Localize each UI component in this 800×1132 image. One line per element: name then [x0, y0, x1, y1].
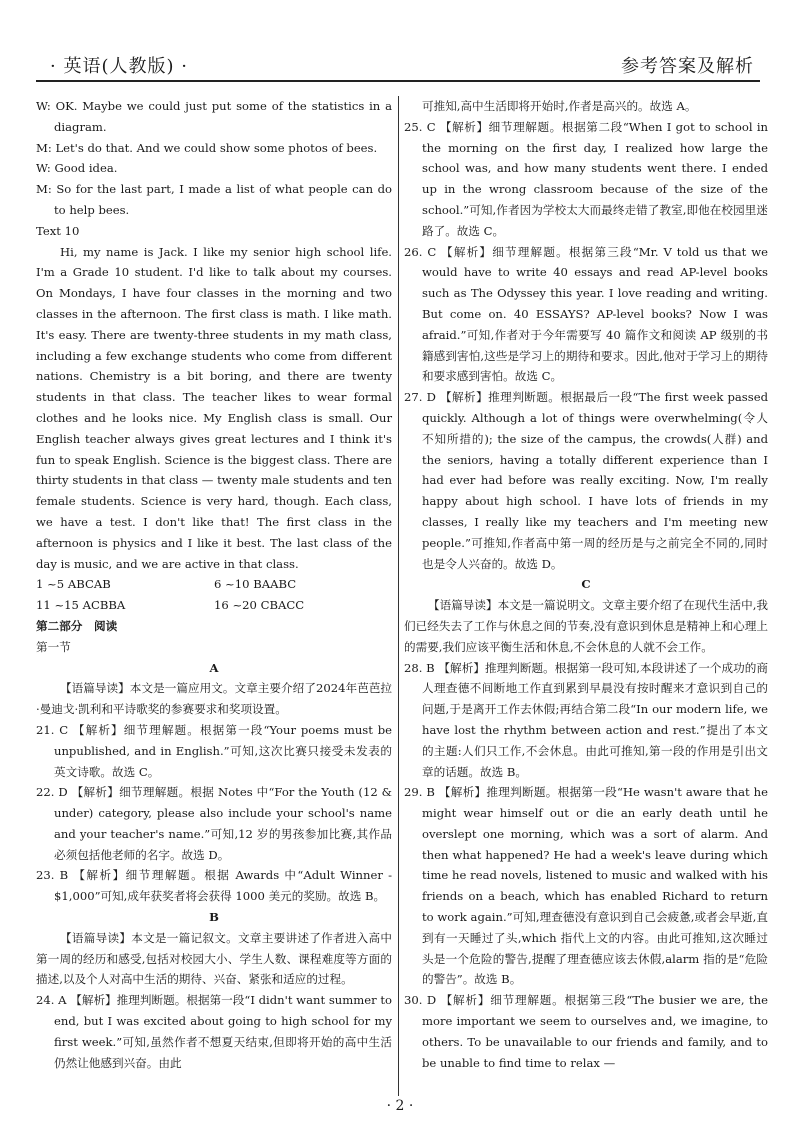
dialogue-line: M: So for the last part, I made a list of what people can do to help bees. [36, 182, 392, 217]
subject-title: · 英语(人教版) · [50, 56, 188, 77]
passage-intro: 【语篇导读】本文是一篇说明文。文章主要介绍了在现代生活中,我们已经失去了工作与休息之间的节奏,没有意识到休息是精神上和心理上的需要,我们应该平衡生活和休息,不会休息的人就不会工作。 [404, 598, 768, 654]
page-number: · 2 · [386, 1098, 414, 1114]
column-divider [398, 96, 399, 1096]
dialogue-line: M: Let's do that. And we could show some photos of bees. [36, 140, 378, 155]
dialogue-line: W: OK. Maybe we could just put some of the statistics in a diagram. [36, 99, 392, 134]
answer-explanation: 25. C 【解析】细节理解题。根据第二段“When I got to school in the morning on the first day, I realized how large the school was, and how many students went there. I ended up in the wrong classroom because of the size of the school.”可知,作者因为学校太大而最终走错了教室,即他在校园里迷路了。故选 C。 [404, 119, 768, 238]
passage-intro: 【语篇导读】本文是一篇应用文。文章主要介绍了2024年芭芭拉·曼迪戈·凯利和平诗歌奖的参赛要求和奖项设置。 [36, 681, 392, 717]
answer-key: 6 ~10 BAABC [214, 577, 297, 592]
answer-row [36, 574, 392, 595]
answer-explanation: 30. D 【解析】细节理解题。根据第三段“The busier we are, the more important we seem to ourselves and, we imagine, to others. To be unavailable to our friends and family, and to be unable to find time to relax — [404, 993, 768, 1070]
answer-explanation: 21. C 【解析】细节理解题。根据第一段“Your poems must be unpublished, and in English.”可知,这次比赛只接受未发表的英文诗歌。故选 C。 [36, 722, 392, 779]
answer-key: 11 ~15 ACBBA [36, 598, 126, 613]
answer-continuation: 可推知,高中生活即将开始时,作者是高兴的。故选 A。 [422, 99, 697, 113]
answer-row [36, 595, 392, 616]
passage-letter: C [581, 577, 591, 592]
answer-key: 16 ~20 CBACC [214, 598, 305, 613]
answer-explanation: 26. C 【解析】细节理解题。根据第三段“Mr. V told us that we would have to write 40 essays and read AP-level books such as The Odyssey this year. I love reading and writing. But come on. 40 ESSAYS? AP-level books? Now I was afraid.”可知,作者对于今年需要写 40 篇作文和阅读 AP 级别的书籍感到害怕,这些是学习上的期待和要求。因此,他对于学习上的期待和要求感到害怕。故选 C。 [404, 244, 768, 384]
answer-explanation: 22. D 【解析】细节理解题。根据 Notes 中“For the Youth (12 & under) category, please also include your school's name and your teacher's name.”可知,12 岁的男孩参加比赛,其作品必须包括他老师的名字。故选 D。 [36, 785, 392, 862]
page-header [36, 44, 760, 82]
answer-explanation: 28. B 【解析】推理判断题。根据第一段可知,本段讲述了一个成功的商人理查德不间断地工作直到累到早晨没有按时醒来才意识到自己的问题,于是离开工作去休假;再结合第二段“In our modern life, we have lost the rhythm between action and rest.”提出了本文的主题:人们只工作,不会休息。由此可推知,第一段的作用是引出文章的话题。故选 B。 [404, 660, 768, 779]
passage-intro: 【语篇导读】本文是一篇记叙文。文章主要讲述了作者进入高中第一周的经历和感受,包括对校园大小、学生人数、课程难度等方面的描述,以及个人对高中生活的期待、兴奋、紧张和适应的过程。 [36, 930, 392, 987]
answer-explanation: 23. B 【解析】细节理解题。根据 Awards 中“Adult Winner - $1,000”可知,成年获奖者将会获得 1000 美元的奖励。故选 B。 [36, 868, 392, 904]
passage-letter: B [209, 910, 219, 925]
listening-passage: Hi, my name is Jack. I like my senior high school life. I'm a Grade 10 student. I'd like to talk about my courses. On Mondays, I have four classes in the morning and two classes in the afternoon. The first class is math. I like math. It's easy. There are twenty-three students in my math class, including a few exchange students who come from different nations. Chemistry is a bit boring, and there are twenty students in that class. The teacher likes to wear formal clothes and he looks nice. My English class is small. Our English teacher always gives great lectures and I think it's fun to speak English. Science is the biggest class. There are thirty students in that class — twenty male students and ten female students. Science is very hard, though. Each class, we have a test. I don't like that! The first class in the afternoon is physics and I like it best. The last class of the day is music, and we are active in that class. [36, 244, 392, 571]
right-column [404, 96, 768, 1073]
left-column [36, 96, 392, 1073]
section-title: 参考答案及解析 [621, 56, 754, 77]
answer-explanation: 27. D 【解析】推理判断题。根据最后一段“The first week passed quickly. Although a lot of things were overwhelming(令人不知所措的); the size of the campus, the crowds(人群) and the seniors, having a totally different experience than I had ever had before was really exciting. Now, I'm really happy about high school. I have lots of friends in my classes, I really like my teachers and I'm meeting new people.”可推知,作者高中第一周的经历是与之前完全不同的,同时也是令人兴奋的。故选 D。 [404, 390, 768, 571]
answer-key: 1 ~5 ABCAB [36, 577, 111, 592]
text-heading: Text 10 [36, 223, 80, 238]
section-heading: 第一节 [36, 639, 71, 654]
answer-explanation: 24. A 【解析】推理判断题。根据第一段“I didn't want summer to end, but I was excited about going to high school for my first week.”可知,虽然作者不想夏天结束,但即将开始的高中生活仍然让他感到兴奋。由此 [36, 993, 392, 1070]
answer-explanation: 29. B 【解析】推理判断题。根据第一段“He wasn't aware that he might wear himself out or die an early death until he overslept one morning, which was a sort of alarm. And then what happened? He had a week's leave during which time he read novels, listened to music and walked with his friends on a beach, which has enabled Richard to return to work again.”可知,理查德没有意识到自己会疲惫,或者会早逝,直到有一天睡过了头,which 指代上文的内容。由此可推知,这次睡过头是一个危险的警告,提醒了理查德应该去休假,alarm 指的是“危险的警告”。故选 B。 [404, 785, 768, 987]
part-heading: 第二部分 阅读 [36, 618, 118, 633]
dialogue-line: W: Good idea. [36, 161, 118, 176]
passage-letter: A [209, 660, 219, 675]
